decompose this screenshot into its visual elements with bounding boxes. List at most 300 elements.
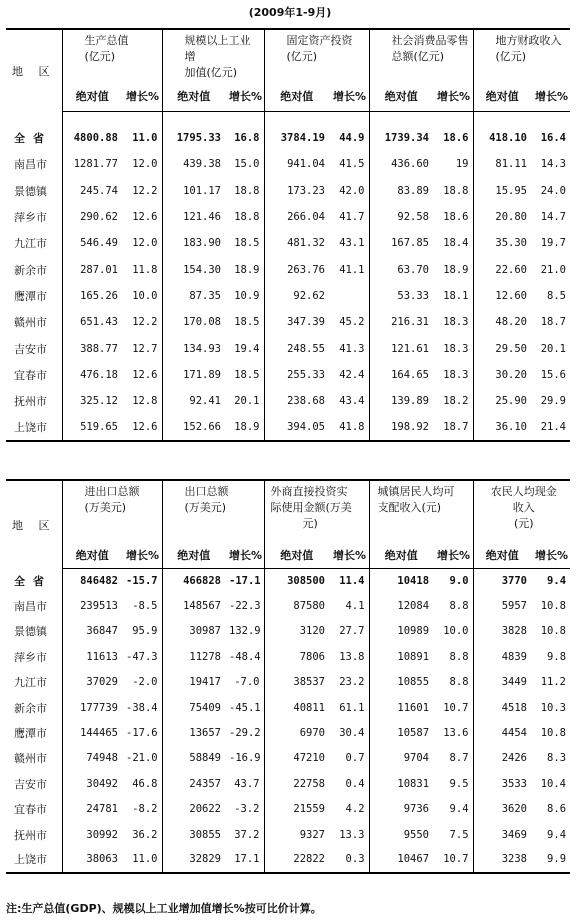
absolute-value-cell: 466828 bbox=[162, 568, 225, 593]
group-header-line3: 元) bbox=[302, 517, 318, 530]
sub-header-growth: 增长% bbox=[433, 81, 473, 111]
growth-cell: 18.6 bbox=[443, 132, 469, 145]
growth-cell: 95.9 bbox=[132, 625, 158, 638]
growth-cell: 132.9 bbox=[229, 625, 261, 638]
sub-header-growth: 增长% bbox=[122, 81, 162, 111]
sub-header-growth: 增长% bbox=[225, 542, 264, 568]
sub-header-absolute: 绝对值 bbox=[62, 81, 122, 111]
table1-group-header-row bbox=[6, 29, 570, 81]
table-row bbox=[6, 822, 570, 847]
table-row bbox=[6, 797, 570, 822]
group-header-line2: 际使用金额(万美 bbox=[270, 501, 352, 514]
table-row bbox=[6, 256, 570, 282]
table2-subheader-row bbox=[6, 542, 570, 568]
growth-cell: -8.5 bbox=[132, 600, 158, 613]
growth-cell: 18.7 bbox=[540, 316, 566, 329]
growth-cell: 8.8 bbox=[449, 600, 469, 613]
growth-cell: 41.7 bbox=[339, 211, 365, 224]
absolute-value-cell: 92.62 bbox=[264, 283, 329, 309]
table-row bbox=[6, 309, 570, 335]
absolute-value-cell: 139.89 bbox=[369, 388, 433, 414]
growth-cell: -38.4 bbox=[126, 701, 158, 714]
growth-cell: 36.2 bbox=[132, 828, 158, 841]
region-cell: 新余市 bbox=[6, 256, 62, 282]
absolute-value-cell: 13657 bbox=[162, 720, 225, 745]
growth-cell: 18.6 bbox=[443, 211, 469, 224]
absolute-value-cell: 216.31 bbox=[369, 309, 433, 335]
growth-cell: 12.6 bbox=[122, 414, 162, 440]
growth-cell: -17.1 bbox=[229, 574, 261, 587]
growth-cell: 12.6 bbox=[132, 368, 158, 381]
absolute-value-cell: 266.04 bbox=[264, 204, 329, 230]
growth-cell: 9.4 bbox=[547, 828, 567, 841]
growth-cell: -8.2 bbox=[132, 803, 158, 816]
region-cell: 赣州市 bbox=[6, 746, 62, 771]
growth-cell: 10.0 bbox=[132, 289, 158, 302]
sub-header-growth: 增长% bbox=[122, 542, 162, 568]
absolute-value-cell: 476.18 bbox=[62, 362, 122, 388]
growth-cell: 18.5 bbox=[234, 316, 260, 329]
absolute-value-cell: 10831 bbox=[369, 771, 433, 796]
growth-cell: 43.1 bbox=[339, 237, 365, 250]
absolute-value-cell: 30987 bbox=[162, 619, 225, 644]
region-column-header: 地 区 bbox=[6, 29, 62, 111]
absolute-value-cell: 11278 bbox=[162, 644, 225, 669]
absolute-value-cell: 40811 bbox=[264, 695, 329, 720]
growth-cell: 9.5 bbox=[449, 777, 469, 790]
growth-cell: 4.1 bbox=[345, 600, 365, 613]
absolute-value-cell: 22.60 bbox=[473, 256, 531, 282]
growth-cell: 46.8 bbox=[132, 777, 158, 790]
absolute-value-cell: 325.12 bbox=[62, 388, 122, 414]
absolute-value-cell: 92.58 bbox=[369, 204, 433, 230]
growth-cell: 18.9 bbox=[225, 414, 264, 440]
region-cell: 全省 bbox=[6, 125, 62, 151]
growth-cell: 10.7 bbox=[443, 701, 469, 714]
absolute-value-cell: 9704 bbox=[369, 746, 433, 771]
sub-header-absolute: 绝对值 bbox=[473, 542, 531, 568]
absolute-value-cell: 4454 bbox=[473, 720, 531, 745]
sub-header-growth: 增长% bbox=[329, 81, 369, 111]
growth-cell: 42.0 bbox=[339, 184, 365, 197]
table-row bbox=[6, 388, 570, 414]
absolute-value-cell: 20622 bbox=[162, 797, 225, 822]
growth-cell: 18.3 bbox=[443, 368, 469, 381]
absolute-value-cell: 30992 bbox=[62, 822, 122, 847]
absolute-value-cell: 36847 bbox=[62, 619, 122, 644]
table-row bbox=[6, 283, 570, 309]
absolute-value-cell: 75409 bbox=[162, 695, 225, 720]
table-row bbox=[6, 178, 570, 204]
group-header-retail-sales bbox=[369, 29, 473, 81]
table1-body bbox=[6, 125, 570, 441]
absolute-value-cell: 3238 bbox=[473, 847, 531, 872]
growth-cell: -29.2 bbox=[229, 727, 261, 740]
growth-cell: 8.3 bbox=[547, 752, 567, 765]
growth-cell: 10.8 bbox=[540, 625, 567, 638]
table-row bbox=[6, 720, 570, 745]
growth-cell: -48.4 bbox=[229, 650, 261, 663]
absolute-value-cell: 3469 bbox=[473, 822, 531, 847]
absolute-value-cell: 92.41 bbox=[162, 388, 225, 414]
group-header-rural-income bbox=[473, 480, 570, 542]
growth-cell: 0.7 bbox=[345, 752, 365, 765]
growth-cell: 16.4 bbox=[540, 132, 566, 145]
growth-cell: 45.2 bbox=[339, 316, 365, 329]
region-cell: 抚州市 bbox=[6, 388, 62, 414]
sub-header-absolute: 绝对值 bbox=[369, 81, 433, 111]
group-header-line1: 进出口总额 bbox=[84, 485, 140, 498]
growth-cell: 8.5 bbox=[547, 289, 566, 302]
table-row bbox=[6, 362, 570, 388]
sub-header-growth: 增长% bbox=[531, 542, 570, 568]
sub-header-absolute: 绝对值 bbox=[369, 542, 433, 568]
absolute-value-cell: 29.50 bbox=[473, 335, 531, 361]
absolute-value-cell: 83.89 bbox=[369, 178, 433, 204]
region-cell: 南昌市 bbox=[6, 593, 62, 618]
absolute-value-cell: 9736 bbox=[369, 797, 433, 822]
sub-header-growth: 增长% bbox=[433, 542, 473, 568]
growth-cell: 21.0 bbox=[540, 263, 566, 276]
region-cell: 九江市 bbox=[6, 670, 62, 695]
growth-cell: 18.2 bbox=[443, 395, 469, 408]
absolute-value-cell: 3533 bbox=[473, 771, 531, 796]
absolute-value-cell: 3120 bbox=[264, 619, 329, 644]
growth-cell: -45.1 bbox=[229, 701, 261, 714]
absolute-value-cell: 38537 bbox=[264, 670, 329, 695]
growth-cell: 18.3 bbox=[443, 316, 469, 329]
table-row bbox=[6, 670, 570, 695]
growth-cell: 8.8 bbox=[449, 676, 469, 689]
sub-header-growth: 增长% bbox=[531, 81, 570, 111]
growth-cell: 10.8 bbox=[540, 600, 567, 613]
growth-cell: 9.4 bbox=[547, 574, 567, 587]
group-header-line2: (万美元) bbox=[184, 501, 227, 514]
absolute-value-cell: 144465 bbox=[62, 720, 122, 745]
growth-cell: 11.2 bbox=[540, 676, 567, 689]
group-header-line1: 规模以上工业增 bbox=[184, 34, 251, 63]
absolute-value-cell: 87580 bbox=[264, 593, 329, 618]
table-row bbox=[6, 335, 570, 361]
growth-cell: 12.0 bbox=[132, 237, 158, 250]
absolute-value-cell: 418.10 bbox=[473, 125, 531, 151]
table-row bbox=[6, 847, 570, 872]
absolute-value-cell: 3449 bbox=[473, 670, 531, 695]
growth-cell: 11.0 bbox=[122, 847, 162, 872]
group-header-line1: 固定资产投资 bbox=[286, 34, 353, 47]
absolute-value-cell: 165.26 bbox=[62, 283, 122, 309]
sub-header-growth: 增长% bbox=[225, 81, 264, 111]
period-subtitle: (2009年1-9月) bbox=[248, 6, 332, 19]
absolute-value-cell: 439.38 bbox=[162, 151, 225, 177]
absolute-value-cell: 290.62 bbox=[62, 204, 122, 230]
group-header-line1: 农民人均现金 bbox=[490, 485, 557, 498]
absolute-value-cell: 198.92 bbox=[369, 414, 433, 440]
growth-cell: 43.7 bbox=[234, 777, 260, 790]
group-header-urban-income bbox=[369, 480, 473, 542]
absolute-value-cell: 651.43 bbox=[62, 309, 122, 335]
region-cell: 鹰潭市 bbox=[6, 720, 62, 745]
group-header-line1: 城镇居民人均可 bbox=[377, 485, 455, 498]
growth-cell: 9.0 bbox=[449, 574, 469, 587]
absolute-value-cell: 248.55 bbox=[264, 335, 329, 361]
growth-cell: 4.2 bbox=[345, 803, 365, 816]
region-cell: 南昌市 bbox=[6, 151, 62, 177]
group-header-line2: (亿元) bbox=[495, 50, 527, 63]
absolute-value-cell: 2426 bbox=[473, 746, 531, 771]
absolute-value-cell: 11601 bbox=[369, 695, 433, 720]
growth-cell: -16.9 bbox=[229, 752, 261, 765]
growth-cell: 41.3 bbox=[339, 342, 365, 355]
growth-cell: 41.8 bbox=[329, 414, 369, 440]
group-header-line3: (元) bbox=[513, 517, 534, 530]
growth-cell: 29.9 bbox=[540, 395, 566, 408]
absolute-value-cell: 32829 bbox=[162, 847, 225, 872]
sub-header-absolute: 绝对值 bbox=[264, 81, 329, 111]
table-row bbox=[6, 151, 570, 177]
growth-cell: 9.8 bbox=[547, 650, 567, 663]
table2-body bbox=[6, 568, 570, 873]
growth-cell: -47.3 bbox=[126, 650, 158, 663]
absolute-value-cell: 30855 bbox=[162, 822, 225, 847]
growth-cell: 15.6 bbox=[540, 368, 566, 381]
region-cell: 赣州市 bbox=[6, 309, 62, 335]
growth-cell: 10.3 bbox=[540, 701, 567, 714]
growth-cell: 18.8 bbox=[234, 184, 260, 197]
absolute-value-cell: 7806 bbox=[264, 644, 329, 669]
growth-cell: -2.0 bbox=[132, 676, 158, 689]
absolute-value-cell: 164.65 bbox=[369, 362, 433, 388]
absolute-value-cell: 171.89 bbox=[162, 362, 225, 388]
absolute-value-cell: 481.32 bbox=[264, 230, 329, 256]
absolute-value-cell: 9550 bbox=[369, 822, 433, 847]
growth-cell: 11.4 bbox=[339, 574, 365, 587]
growth-cell: 19.4 bbox=[234, 342, 260, 355]
absolute-value-cell: 48.20 bbox=[473, 309, 531, 335]
group-header-line1: 出口总额 bbox=[184, 485, 229, 498]
growth-cell: 17.1 bbox=[225, 847, 264, 872]
absolute-value-cell: 36.10 bbox=[473, 414, 531, 440]
growth-cell: 43.4 bbox=[339, 395, 365, 408]
absolute-value-cell: 239513 bbox=[62, 593, 122, 618]
region-cell: 上饶市 bbox=[6, 847, 62, 872]
sub-header-absolute: 绝对值 bbox=[473, 81, 531, 111]
absolute-value-cell: 183.90 bbox=[162, 230, 225, 256]
absolute-value-cell: 154.30 bbox=[162, 256, 225, 282]
absolute-value-cell: 22822 bbox=[264, 847, 329, 872]
absolute-value-cell: 3828 bbox=[473, 619, 531, 644]
absolute-value-cell: 74948 bbox=[62, 746, 122, 771]
total-row bbox=[6, 568, 570, 593]
absolute-value-cell: 11613 bbox=[62, 644, 122, 669]
growth-cell: 10.8 bbox=[540, 727, 567, 740]
growth-cell: 12.8 bbox=[132, 395, 158, 408]
absolute-value-cell: 167.85 bbox=[369, 230, 433, 256]
total-row bbox=[6, 125, 570, 151]
growth-cell: 19.7 bbox=[540, 237, 566, 250]
sub-header-absolute: 绝对值 bbox=[162, 81, 225, 111]
growth-cell: 18.8 bbox=[234, 211, 260, 224]
region-cell: 鹰潭市 bbox=[6, 283, 62, 309]
group-header-line2: (亿元) bbox=[84, 50, 116, 63]
absolute-value-cell: 121.46 bbox=[162, 204, 225, 230]
region-cell: 吉安市 bbox=[6, 771, 62, 796]
growth-cell: 10.7 bbox=[433, 847, 473, 872]
absolute-value-cell: 30492 bbox=[62, 771, 122, 796]
growth-cell: 21.4 bbox=[531, 414, 570, 440]
group-header-line2: 收入 bbox=[512, 501, 535, 514]
growth-cell: 15.0 bbox=[234, 158, 260, 171]
growth-cell: -22.3 bbox=[229, 600, 261, 613]
growth-cell: 42.4 bbox=[339, 368, 365, 381]
absolute-value-cell: 3770 bbox=[473, 568, 531, 593]
absolute-value-cell: 1795.33 bbox=[162, 125, 225, 151]
growth-cell: 18.5 bbox=[234, 368, 260, 381]
absolute-value-cell: 347.39 bbox=[264, 309, 329, 335]
group-header-line2: 总额(亿元) bbox=[391, 50, 445, 63]
group-header-fixed-assets bbox=[264, 29, 369, 81]
growth-cell: 18.9 bbox=[443, 263, 469, 276]
absolute-value-cell: 519.65 bbox=[62, 414, 122, 440]
absolute-value-cell: 1281.77 bbox=[62, 151, 122, 177]
table-row bbox=[6, 619, 570, 644]
region-column-header: 地 区 bbox=[6, 480, 62, 568]
growth-cell: 12.7 bbox=[132, 342, 158, 355]
region-cell: 萍乡市 bbox=[6, 644, 62, 669]
absolute-value-cell: 21559 bbox=[264, 797, 329, 822]
absolute-value-cell: 47210 bbox=[264, 746, 329, 771]
absolute-value-cell: 19417 bbox=[162, 670, 225, 695]
growth-cell: 18.1 bbox=[443, 289, 469, 302]
region-cell: 宜春市 bbox=[6, 797, 62, 822]
group-header-line1: 生产总值 bbox=[84, 34, 129, 47]
group-header-gdp bbox=[62, 29, 162, 81]
growth-cell: 9.4 bbox=[449, 803, 469, 816]
group-header-import-export bbox=[62, 480, 162, 542]
growth-cell: 24.0 bbox=[540, 184, 566, 197]
growth-cell: 13.6 bbox=[443, 727, 469, 740]
growth-cell: 18.7 bbox=[433, 414, 473, 440]
growth-cell: 18.4 bbox=[443, 237, 469, 250]
growth-cell: 12.2 bbox=[132, 316, 158, 329]
growth-cell: 18.8 bbox=[443, 184, 469, 197]
sub-header-absolute: 绝对值 bbox=[62, 542, 122, 568]
absolute-value-cell: 4518 bbox=[473, 695, 531, 720]
absolute-value-cell: 24357 bbox=[162, 771, 225, 796]
absolute-value-cell: 436.60 bbox=[369, 151, 433, 177]
region-cell: 九江市 bbox=[6, 230, 62, 256]
absolute-value-cell: 941.04 bbox=[264, 151, 329, 177]
region-cell: 景德镇 bbox=[6, 178, 62, 204]
growth-cell: 30.4 bbox=[339, 727, 365, 740]
absolute-value-cell: 308500 bbox=[264, 568, 329, 593]
growth-cell: 12.0 bbox=[132, 158, 158, 171]
absolute-value-cell: 15.95 bbox=[473, 178, 531, 204]
group-header-industry bbox=[162, 29, 264, 81]
growth-cell: 23.2 bbox=[339, 676, 365, 689]
absolute-value-cell: 53.33 bbox=[369, 283, 433, 309]
growth-cell: 20.1 bbox=[234, 395, 260, 408]
growth-cell: -7.0 bbox=[234, 676, 260, 689]
absolute-value-cell: 10587 bbox=[369, 720, 433, 745]
absolute-value-cell: 3784.19 bbox=[264, 125, 329, 151]
sub-header-absolute: 绝对值 bbox=[162, 542, 225, 568]
absolute-value-cell: 58849 bbox=[162, 746, 225, 771]
growth-cell: 12.6 bbox=[132, 211, 158, 224]
table-row bbox=[6, 644, 570, 669]
absolute-value-cell: 394.05 bbox=[264, 414, 329, 440]
growth-cell: 10.0 bbox=[443, 625, 469, 638]
growth-cell: 12.2 bbox=[132, 184, 158, 197]
growth-cell: 13.8 bbox=[339, 650, 365, 663]
growth-cell: 44.9 bbox=[339, 132, 365, 145]
absolute-value-cell: 263.76 bbox=[264, 256, 329, 282]
growth-cell: 14.7 bbox=[540, 211, 566, 224]
growth-cell: 27.7 bbox=[339, 625, 365, 638]
growth-cell: 9.9 bbox=[531, 847, 570, 872]
growth-cell: 61.1 bbox=[339, 701, 365, 714]
absolute-value-cell: 24781 bbox=[62, 797, 122, 822]
growth-cell: 18.3 bbox=[443, 342, 469, 355]
absolute-value-cell: 6970 bbox=[264, 720, 329, 745]
absolute-value-cell: 177739 bbox=[62, 695, 122, 720]
table-row bbox=[6, 414, 570, 440]
absolute-value-cell: 121.61 bbox=[369, 335, 433, 361]
absolute-value-cell: 546.49 bbox=[62, 230, 122, 256]
absolute-value-cell: 87.35 bbox=[162, 283, 225, 309]
table2-group-header-row bbox=[6, 480, 570, 542]
region-cell: 新余市 bbox=[6, 695, 62, 720]
group-header-fdi bbox=[264, 480, 369, 542]
absolute-value-cell: 10855 bbox=[369, 670, 433, 695]
group-header-line1: 外商直接投资实 bbox=[270, 485, 348, 498]
growth-cell: 7.5 bbox=[449, 828, 469, 841]
growth-cell: -17.6 bbox=[126, 727, 158, 740]
region-cell: 景德镇 bbox=[6, 619, 62, 644]
growth-cell: 18.5 bbox=[234, 237, 260, 250]
absolute-value-cell: 846482 bbox=[62, 568, 122, 593]
table-row bbox=[6, 593, 570, 618]
absolute-value-cell: 10989 bbox=[369, 619, 433, 644]
absolute-value-cell: 134.93 bbox=[162, 335, 225, 361]
region-cell: 宜春市 bbox=[6, 362, 62, 388]
absolute-value-cell: 38063 bbox=[62, 847, 122, 872]
absolute-value-cell: 63.70 bbox=[369, 256, 433, 282]
absolute-value-cell: 81.11 bbox=[473, 151, 531, 177]
absolute-value-cell: 35.30 bbox=[473, 230, 531, 256]
absolute-value-cell: 12084 bbox=[369, 593, 433, 618]
growth-cell: 20.1 bbox=[540, 342, 566, 355]
growth-cell: 41.1 bbox=[339, 263, 365, 276]
absolute-value-cell: 25.90 bbox=[473, 388, 531, 414]
growth-cell: 10.4 bbox=[540, 777, 567, 790]
table-row bbox=[6, 204, 570, 230]
absolute-value-cell: 287.01 bbox=[62, 256, 122, 282]
growth-cell: 8.8 bbox=[449, 650, 469, 663]
sub-header-absolute: 绝对值 bbox=[264, 542, 329, 568]
absolute-value-cell: 3620 bbox=[473, 797, 531, 822]
growth-cell: 10.9 bbox=[234, 289, 260, 302]
growth-cell: -3.2 bbox=[234, 803, 260, 816]
region-cell: 抚州市 bbox=[6, 822, 62, 847]
region-cell: 吉安市 bbox=[6, 335, 62, 361]
absolute-value-cell: 173.23 bbox=[264, 178, 329, 204]
absolute-value-cell: 4839 bbox=[473, 644, 531, 669]
group-header-fiscal-revenue bbox=[473, 29, 570, 81]
growth-cell bbox=[329, 283, 369, 309]
region-cell: 上饶市 bbox=[6, 414, 62, 440]
group-header-line1: 社会消费品零售 bbox=[391, 34, 469, 47]
